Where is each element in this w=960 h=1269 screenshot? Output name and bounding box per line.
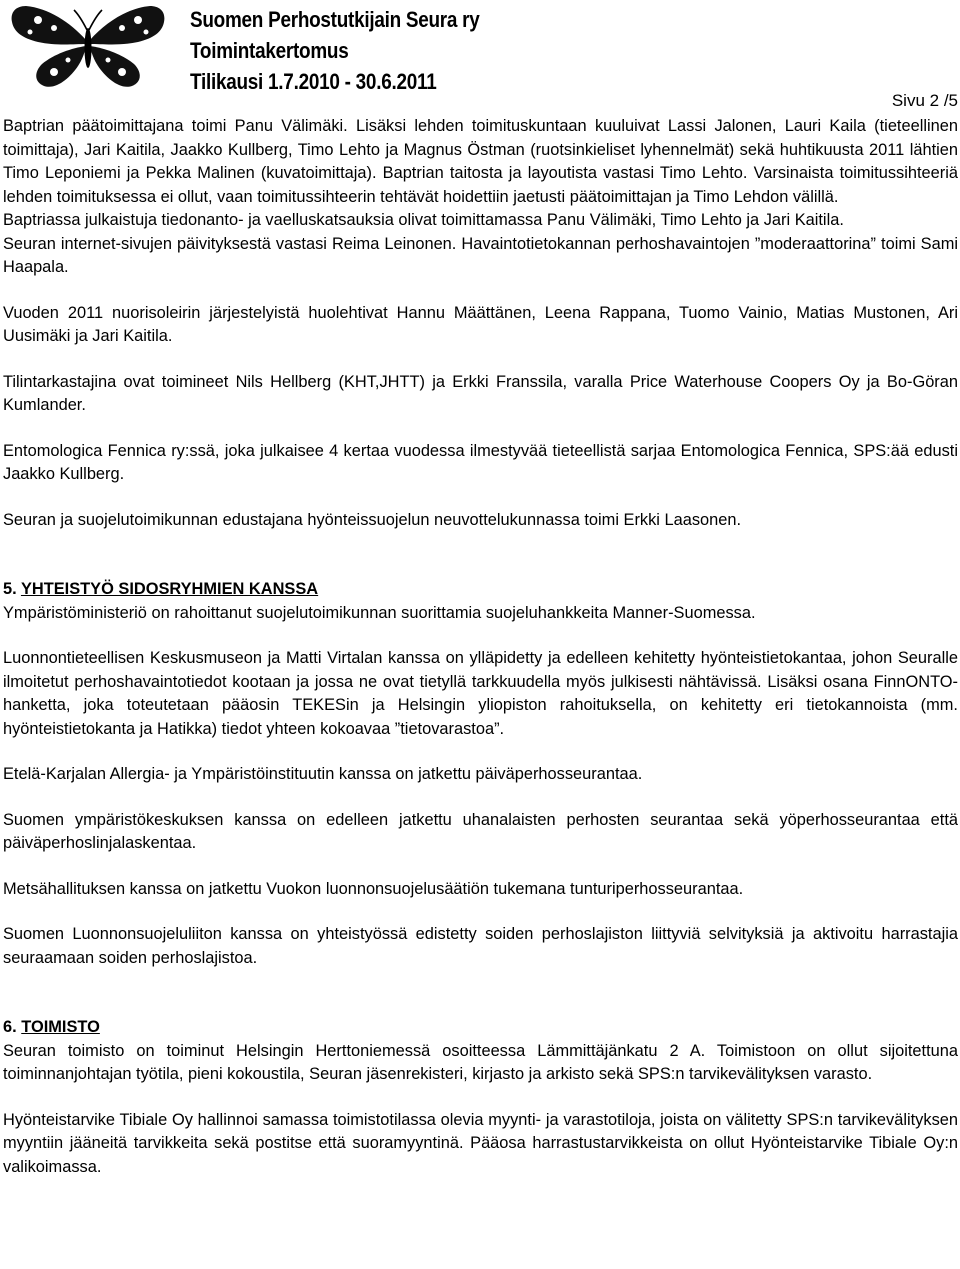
section-5-number: 5. (3, 580, 17, 598)
paragraph-office: Seuran toimisto on toiminut Helsingin Herttoniemessä osoitteessa Lämmittäjänkatu 2 A. Toimistoon on ollut sijoitettuna toiminnanjohtajan työtila, pieni kokoustila, Seuran jäsenrekisteri, kirjasto ja arkisto sekä SPS:n tarvikevälityksen varasto. (3, 1041, 958, 1083)
paragraph-museum: Luonnontieteellisen Keskusmuseon ja Matti Virtalan kanssa on ylläpidetty ja edelleen kehitetty hyönteistietokantaa, johon Seuralle ilmoitetut perhoshavaintotiedot kootaan ja jossa ne ovat tietyllä tarkkuudella myös julkisesti nähtävissä. Lisäksi osana FinnONTO-hanketta, joka toteutetaan pääosin TEKESin ja Helsingin yliopiston rahoituksella, on kehitetty eri tietokannoista (mm. hyönteistietokanta ja Hatikka) tiedot yhteen kokoavaa ”tietovarastoa”. (3, 649, 958, 738)
paragraph-ministry: Ympäristöministeriö on rahoittanut suojelutoimikunnan suorittamia suojeluhankkeita Manner-Suomessa. (3, 603, 756, 622)
paragraph-entomologica: Entomologica Fennica ry:ssä, joka julkaisee 4 kertaa vuodessa ilmestyvää tieteellistä sarjaa Entomologica Fennica, SPS:ää edusti Jaakko Kullberg. (3, 441, 958, 483)
paragraph-south-karelia: Etelä-Karjalan Allergia- ja Ympäristöinstituutin kanssa on jatkettu päiväperhosseurantaa. (3, 765, 643, 783)
section-6-heading (3, 1016, 958, 1040)
paragraph-baptria-editors: Baptrian päätoimittajana toimi Panu Välimäki. Lisäksi lehden toimituskuntaan kuuluivat Lassi Jalonen, Lauri Kaila (tieteellinen toimittaja), Jari Kaitila, Jaakko Kullberg, Timo Lehto ja Magnus Östman (ruotsinkieliset lyhennelmät) sekä huhtikuusta 2011 lähtien Timo Leponiemi ja Pekka Malinen (kuvatoimittaja). Baptrian taitosta ja layoutista vastasi Timo Lehto. Varsinaista toimitussihteeriä lehden toimituksessa ei ollut, vaan toimitussihteerin tehtävät hoidettiin jaetusti päätoimittajan ja Timo Lehdon välillä. (3, 117, 958, 206)
page-number: Sivu 2 /5 (891, 91, 958, 110)
paragraph-youth-camp: Vuoden 2011 nuorisoleirin järjestelyistä huolehtivat Hannu Määttänen, Leena Rappana, Tuomo Vainio, Matias Mustonen, Ari Uusimäki ja Jari Kaitila. (3, 303, 958, 345)
fiscal-period: Tilikausi 1.7.2010 - 30.6.2011 (190, 69, 437, 94)
document-title: Toimintakertomus (190, 38, 349, 63)
paragraph-baptria-reports: Baptriassa julkaistuja tiedonanto- ja vaelluskatsauksia olivat toimittamassa Panu Välimäki, Timo Lehto ja Jari Kaitila. (3, 211, 844, 229)
section-5-heading (3, 578, 958, 602)
section-6-number: 6. (3, 1018, 17, 1036)
paragraph-syke: Suomen ympäristökeskuksen kanssa on edelleen jatkettu uhanalaisten perhosten seurantaa sekä yöperhosseurantaa että päiväperhoslinjalaskentaa. (3, 810, 958, 852)
paragraph-internet: Seuran internet-sivujen päivityksestä vastasi Reima Leinonen. Havaintotietokannan perhoshavaintojen ”moderaattorina” toimi Sami Haapala. (3, 234, 958, 276)
butterfly-logo-icon (8, 2, 168, 90)
paragraph-tibiale: Hyönteistarvike Tibiale Oy hallinnoi samassa toimistotilassa olevia myynti- ja varastotiloja, joista on välitetty SPS:n tarvikevälityksen myyntiin jääneitä tarvikkeita sekä postitse että suoramyyntinä. Pääosa harrastustarvikkeista on ollut Hyönteistarvike Tibiale Oy:n valikoimassa. (3, 1110, 958, 1176)
document-header (190, 4, 480, 97)
paragraph-metsahallitus: Metsähallituksen kanssa on jatkettu Vuokon luonnonsuojelusäätiön tukemana tunturiperhosseurantaa. (3, 879, 744, 898)
paragraph-conservation-representative: Seuran ja suojelutoimikunnan edustajana hyönteissuojelun neuvottelukunnassa toimi Erkki Laasonen. (3, 510, 742, 529)
section-6-title: TOIMISTO (21, 1018, 100, 1036)
section-5-title: YHTEISTYÖ SIDOSRYHMIEN KANSSA (20, 580, 319, 598)
organization-name: Suomen Perhostutkijain Seura ry (190, 7, 480, 32)
paragraph-sll: Suomen Luonnonsuojeluliiton kanssa on yhteistyössä edistetty soiden perhoslajiston liittyviä selvityksiä ja aktivoitu harrastajia seuraamaan soiden perhoslajistoa. (3, 925, 958, 967)
document-body (3, 115, 958, 1179)
paragraph-auditors: Tilintarkastajina ovat toimineet Nils Hellberg (KHT,JHTT) ja Erkki Franssila, varalla Price Waterhouse Coopers Oy ja Bo-Göran Kumlander. (3, 372, 958, 414)
